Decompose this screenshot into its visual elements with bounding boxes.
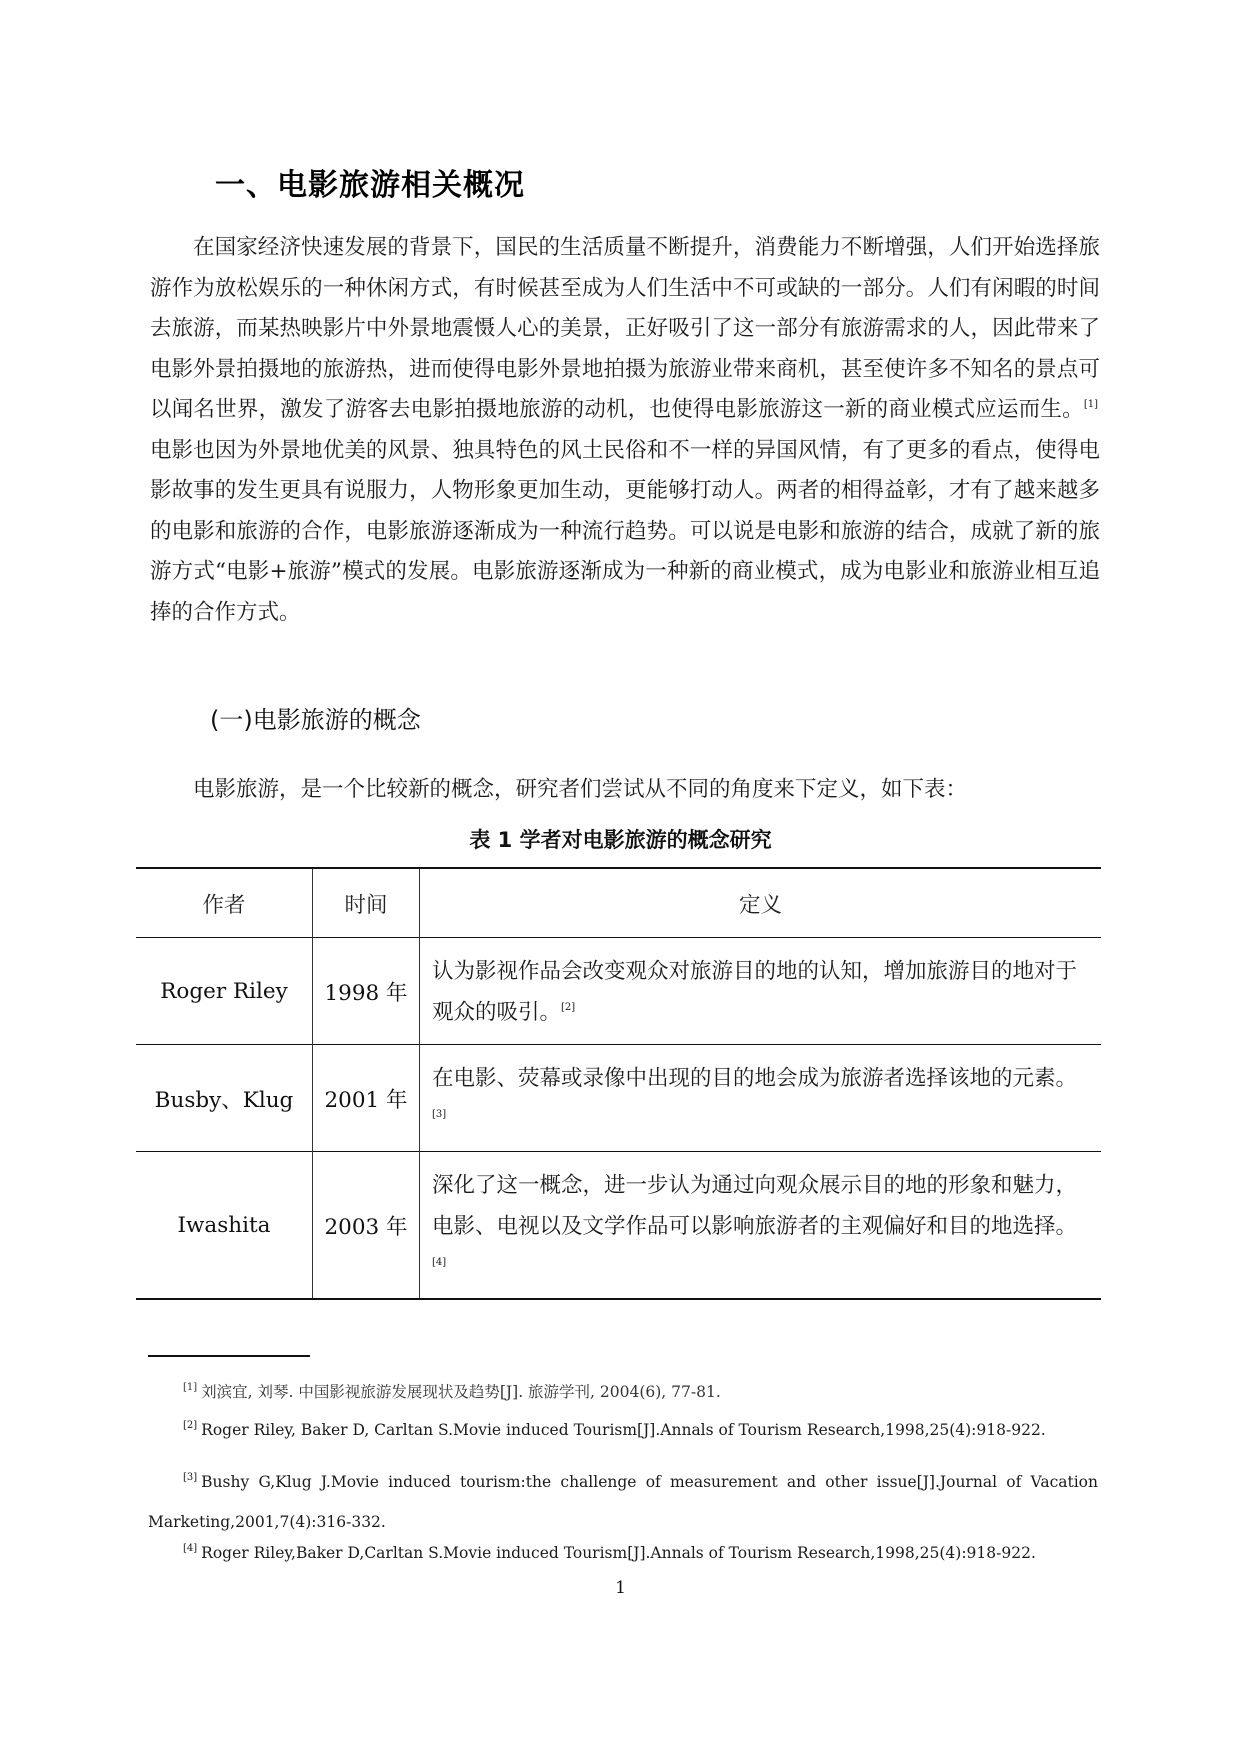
body-paragraph-1 (150, 228, 1100, 633)
footnote-2 (183, 1421, 1046, 1439)
table-row (136, 938, 1101, 1045)
paragraph-text: 电影也因为外景地优美的风景、独具特色的风土民俗和不一样的异国风情，有了更多的看点，使得电影故事的发生更具有说服力，人物形象更加生动，更能够打动人。两者的相得益彰，才有了越来越多的电影和旅游的合作，电影旅游逐渐成为一种流行趋势。可以说是电影和旅游的结合，成就了新的旅游方式“电影+旅游”模式的发展。电影旅游逐渐成为一种新的商业模式，成为电影业和旅游业相互追捧的合作方式。 (150, 437, 1100, 625)
body-paragraph-2: 电影旅游，是一个比较新的概念，研究者们尝试从不同的角度来下定义，如下表： (193, 777, 968, 802)
footnote-mark: [4] (183, 1543, 198, 1554)
cell-year: 2003 年 (313, 1152, 420, 1300)
table-row (136, 1152, 1101, 1300)
header-author: 作者 (136, 868, 313, 938)
citation-ref[interactable]: [3] (432, 1109, 447, 1120)
cell-year: 2001 年 (313, 1045, 420, 1152)
citation-ref[interactable]: [2] (561, 1002, 576, 1013)
footnote-separator (148, 1355, 310, 1357)
header-definition: 定义 (420, 868, 1102, 938)
footnote-line-2: Marketing,2001,7(4):316-332. (148, 1513, 386, 1531)
concept-table (136, 867, 1101, 1300)
cell-year: 1998 年 (313, 938, 420, 1045)
table-header-row (136, 868, 1101, 938)
footnote-3 (148, 1462, 1098, 1542)
page-number: 1 (615, 1578, 626, 1598)
cell-author: Iwashita (136, 1152, 313, 1300)
definition-text: 在电影、荧幕或录像中出现的目的地会成为旅游者选择该地的元素。 (432, 1066, 1078, 1091)
section-heading: 一、电影旅游相关概况 (215, 168, 525, 203)
footnote-4 (183, 1544, 1036, 1562)
definition-text: 认为影视作品会改变观众对旅游目的地的认知，增加旅游目的地对于观众的吸引。 (432, 959, 1078, 1025)
footnote-text: Roger Riley,Baker D,Carltan S.Movie induced Tourism[J].Annals of Tourism Research,1998,25(4):918-922. (201, 1544, 1036, 1562)
table-row (136, 1045, 1101, 1152)
header-year: 时间 (313, 868, 420, 938)
cell-definition (420, 1152, 1102, 1300)
footnote-text: 刘滨宜, 刘琴. 中国影视旅游发展现状及趋势[J]. 旅游学刊, 2004(6), 77-81. (201, 1383, 721, 1401)
footnote-1 (183, 1380, 721, 1402)
cell-definition (420, 938, 1102, 1045)
footnote-mark: [2] (183, 1420, 198, 1431)
paragraph-text: 在国家经济快速发展的背景下，国民的生活质量不断提升，消费能力不断增强，人们开始选择旅游作为放松娱乐的一种休闲方式，有时候甚至成为人们生活中不可或缺的一部分。人们有闲暇的时间去旅游，而某热映影片中外景地震慑人心的美景，正好吸引了这一部分有旅游需求的人，因此带来了电影外景拍摄地的旅游热，进而使得电影外景地拍摄为旅游业带来商机，甚至使许多不知名的景点可以闻名世界，激发了游客去电影拍摄地旅游的动机，也使得电影旅游这一新的商业模式应运而生。 (150, 235, 1100, 422)
definition-text: 深化了这一概念，进一步认为通过向观众展示目的地的形象和魅力，电影、电视以及文学作品可以影响旅游者的主观偏好和目的地选择。 (432, 1172, 1078, 1239)
footnote-text: Bushy G,Klug J.Movie induced tourism:the challenge of measurement and other issue[J].Journal of Vacation (201, 1473, 1098, 1491)
footnote-mark: [1] (183, 1382, 198, 1393)
footnote-text: Roger Riley, Baker D, Carltan S.Movie induced Tourism[J].Annals of Tourism Research,1998,25(4):918-922. (201, 1421, 1046, 1439)
citation-ref[interactable]: [4] (432, 1256, 447, 1268)
cell-author: Roger Riley (136, 938, 313, 1045)
footnote-mark: [3] (183, 1472, 198, 1483)
table-caption: 表 1 学者对电影旅游的概念研究 (469, 828, 772, 852)
cell-definition (420, 1045, 1102, 1152)
footnote-line-1 (148, 1462, 1098, 1502)
cell-author: Busby、Klug (136, 1045, 313, 1152)
citation-ref[interactable]: [1] (1083, 399, 1098, 410)
subsection-heading: (一)电影旅游的概念 (210, 706, 421, 734)
